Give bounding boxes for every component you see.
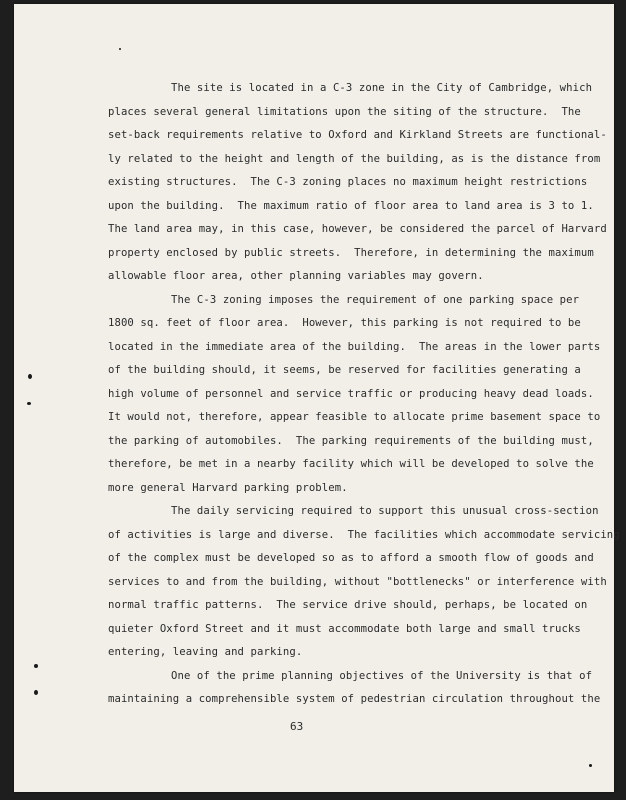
text-line: of the complex must be developed so as to afford a smooth flow of goods and [108,552,594,564]
text-line: of the building should, it seems, be reserved for facilities generating a [108,364,581,376]
text-line: existing structures. The C-3 zoning places no maximum height restrictions [108,176,588,188]
text-line: One of the prime planning objectives of the University is that of [171,670,593,682]
text-line: 1800 sq. feet of floor area. However, this parking is not required to be [108,317,581,329]
text-line: more general Harvard parking problem. [108,482,348,494]
ink-speck [589,764,592,767]
text-line: quieter Oxford Street and it must accommodate both large and small trucks [108,623,581,635]
text-line: of activities is large and diverse. The facilities which accommodate servicing [108,529,620,541]
page-number: 63 [290,720,304,733]
text-line: The C-3 zoning imposes the requirement of one parking space per [171,294,580,306]
text-line: services to and from the building, without "bottlenecks" or interference with [108,576,607,588]
text-line: property enclosed by public streets. Therefore, in determining the maximum [108,247,594,259]
text-line: It would not, therefore, appear feasible to allocate prime basement space to [108,411,601,423]
text-line: entering, leaving and parking. [108,646,303,658]
ink-speck [119,48,121,50]
typed-page [14,4,620,792]
ink-speck [28,374,32,379]
text-line: The site is located in a C-3 zone in the City of Cambridge, which [171,82,593,94]
text-line: upon the building. The maximum ratio of floor area to land area is 3 to 1. [108,200,594,212]
text-line: set-back requirements relative to Oxford and Kirkland Streets are functional- [108,129,607,141]
ink-speck [34,690,38,695]
ink-speck [27,402,31,405]
text-line: ly related to the height and length of the building, as is the distance from [108,153,601,165]
text-line: located in the immediate area of the building. The areas in the lower parts [108,341,601,353]
text-line: places several general limitations upon the siting of the structure. The [108,106,581,118]
text-line: high volume of personnel and service traffic or producing heavy dead loads. [108,388,594,400]
text-line: The daily servicing required to support this unusual cross-section [171,505,599,517]
text-line: normal traffic patterns. The service drive should, perhaps, be located on [108,599,588,611]
text-line: maintaining a comprehensible system of pedestrian circulation throughout the [108,693,601,705]
text-line: allowable floor area, other planning variables may govern. [108,270,484,282]
text-line: therefore, be met in a nearby facility which will be developed to solve the [108,458,594,470]
text-line: The land area may, in this case, however, be considered the parcel of Harvard [108,223,607,235]
text-line: the parking of automobiles. The parking requirements of the building must, [108,435,594,447]
ink-speck [34,664,38,668]
